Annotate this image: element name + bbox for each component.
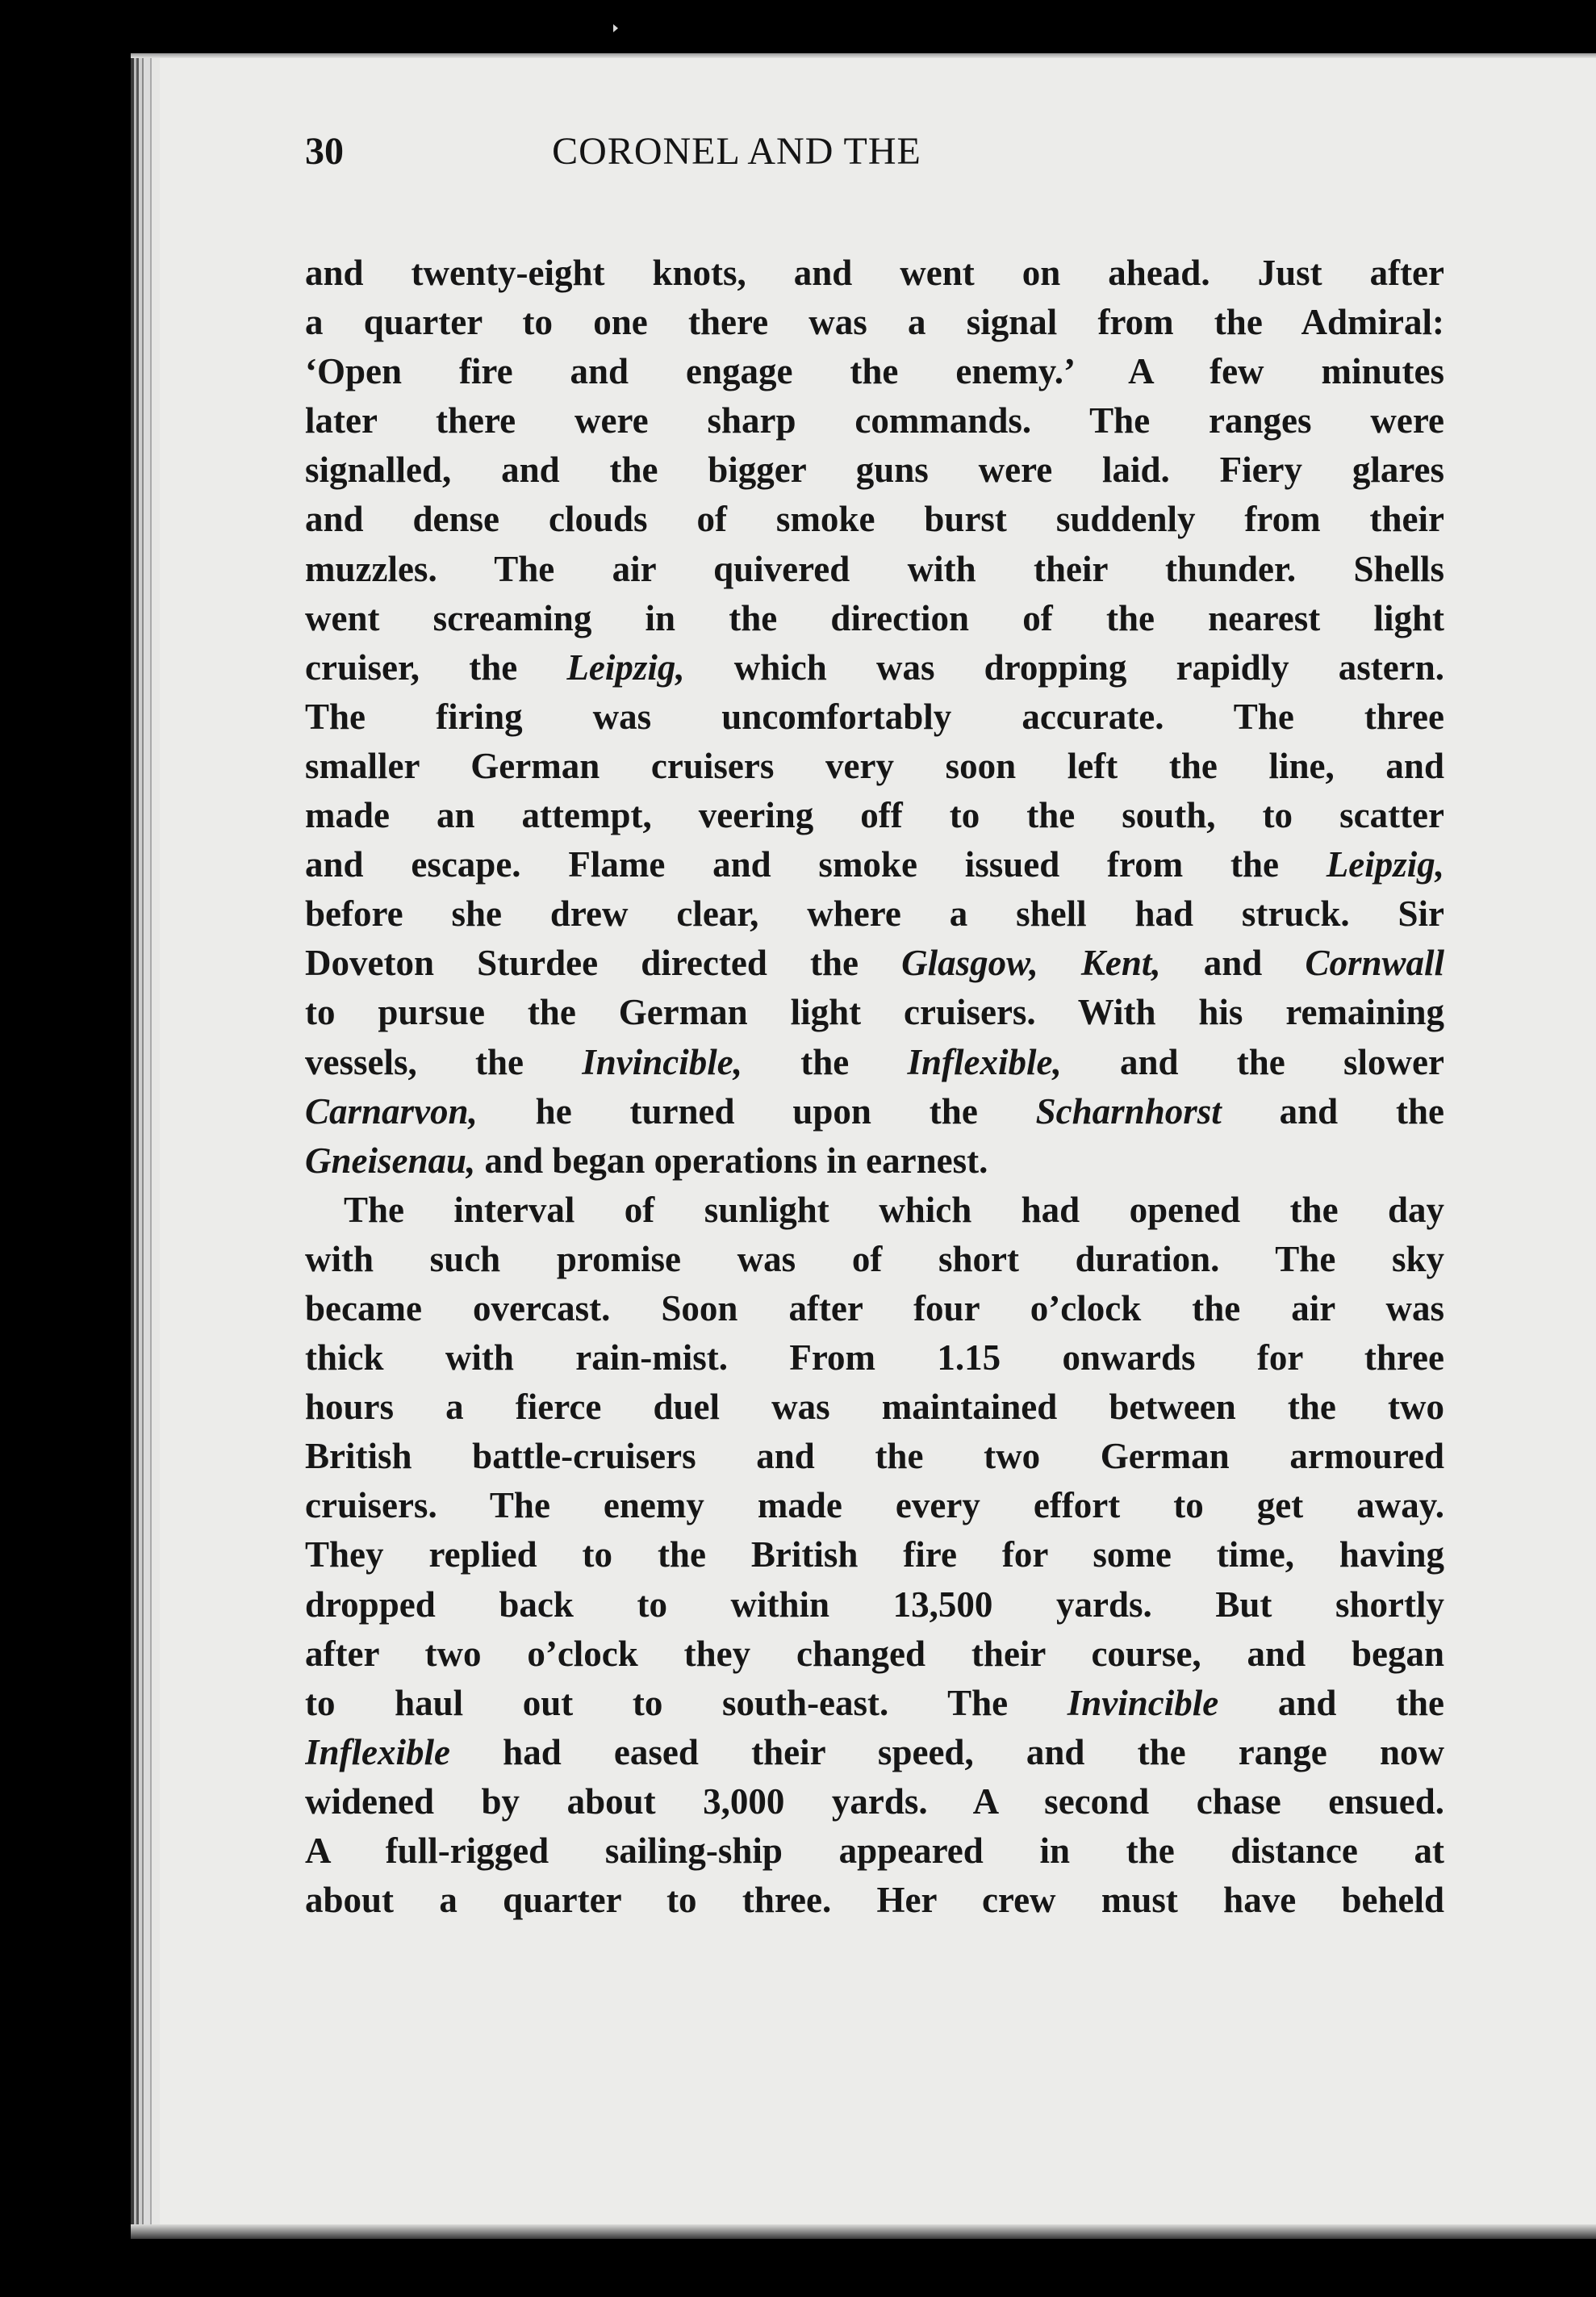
text-line [305, 545, 1444, 594]
text-line [305, 1876, 1444, 1925]
line-text: smaller German cruisers very soon left the line, and [305, 745, 1444, 786]
line-text: muzzles. The air quivered with their thunder. Shells [305, 548, 1444, 589]
text-line [305, 988, 1444, 1037]
line-text: about a quarter to three. Her crew must have beheld [305, 1880, 1444, 1921]
line-text: They replied to the British fire for some time, having [305, 1534, 1444, 1575]
line-text: which was dropping rapidly astern. [684, 646, 1444, 688]
text-line [305, 692, 1444, 742]
line-text: and twenty-eight knots, and went on ahead. Just after [305, 253, 1444, 293]
line-text: and dense clouds of smoke burst suddenly from their [305, 499, 1444, 540]
line-text: vessels, the [305, 1041, 583, 1082]
line-text: later there were sharp commands. The ranges were [305, 400, 1444, 441]
line-text: ‘Open fire and engage the enemy.’ A few minutes [305, 351, 1444, 392]
text-line [305, 1383, 1444, 1432]
line-text: cruiser, the [305, 646, 567, 688]
line-text: widened by about 3,000 yards. A second chase ensued. [305, 1780, 1444, 1822]
text-line [305, 1235, 1444, 1284]
text-line [305, 1333, 1444, 1383]
line-text: A full-rigged sailing-ship appeared in the distance at [305, 1830, 1444, 1871]
text-line [305, 594, 1444, 643]
line-text: and [1160, 943, 1306, 984]
line-text: he turned upon the [477, 1090, 1036, 1132]
line-text: dropped back to within 13,500 yards. But shortly [305, 1584, 1444, 1625]
text-line [305, 1432, 1444, 1481]
text-line [305, 889, 1444, 939]
text-line [305, 1728, 1444, 1777]
text-line [305, 495, 1444, 544]
line-text: thick with rain-mist. From 1.15 onwards for three [305, 1337, 1444, 1379]
scan-arrow-mark [613, 24, 618, 32]
text-line [305, 1679, 1444, 1728]
italic-text: Inflexible [305, 1731, 450, 1772]
text-line [305, 1136, 1444, 1186]
line-text: and the [1218, 1682, 1444, 1723]
text-line [305, 939, 1444, 988]
page-top-edge [131, 53, 1596, 58]
line-text: after two o’clock they changed their course, and began [305, 1633, 1444, 1674]
text-line [305, 347, 1444, 396]
text-line [305, 1826, 1444, 1876]
text-line [305, 742, 1444, 791]
running-head: CORONEL AND THE [552, 130, 921, 173]
line-text: to haul out to south-east. The [305, 1682, 1067, 1723]
text-line [305, 643, 1444, 692]
text-line [305, 396, 1444, 446]
line-text: had eased their speed, and the range now [449, 1731, 1444, 1772]
italic-text: Invincible, [582, 1041, 742, 1082]
body-text [305, 249, 1444, 1925]
page-number: 30 [305, 130, 344, 173]
line-text: The interval of sunlight which had opened the day [344, 1189, 1444, 1230]
line-text: before she drew clear, where a shell had struck. Sir [305, 893, 1444, 935]
italic-text: Invincible [1067, 1682, 1219, 1723]
line-text: and the slower [1061, 1041, 1444, 1082]
line-text: to pursue the German light cruisers. With his remaining [305, 992, 1444, 1033]
italic-text: Leipzig, [566, 646, 685, 688]
italic-text: Leipzig, [1326, 844, 1444, 885]
line-text: The firing was uncomfortably accurate. The three [305, 696, 1444, 737]
line-text: and the [1221, 1090, 1444, 1132]
line-text: a quarter to one there was a signal from the Admiral: [305, 302, 1444, 343]
text-line [305, 1630, 1444, 1679]
italic-text: Inflexible, [907, 1041, 1062, 1082]
line-text: made an attempt, veering off to the south, to scatter [305, 795, 1444, 836]
line-text: the [742, 1041, 908, 1082]
page-header [305, 119, 1168, 184]
text-line [305, 249, 1444, 298]
text-line [305, 1580, 1444, 1630]
line-text: Doveton Sturdee directed the [305, 943, 902, 984]
italic-text: Scharnhorst [1035, 1090, 1222, 1132]
line-text: went screaming in the direction of the nearest light [305, 597, 1444, 638]
line-text: and escape. Flame and smoke issued from the [305, 844, 1327, 885]
text-line [305, 446, 1444, 495]
text-line [305, 791, 1444, 840]
line-text: signalled, and the bigger guns were laid. Fiery glares [305, 450, 1444, 491]
text-line [305, 840, 1444, 889]
line-text: British battle-cruisers and the two German armoured [305, 1436, 1444, 1477]
line-text: and began operations in earnest. [475, 1140, 988, 1181]
italic-text: Cornwall [1305, 943, 1444, 984]
line-text: became overcast. Soon after four o’clock the air was [305, 1287, 1444, 1328]
text-line [305, 1038, 1444, 1087]
text-line [305, 1284, 1444, 1333]
line-text: hours a fierce duel was maintained between the two [305, 1387, 1444, 1428]
text-line [305, 1777, 1444, 1826]
italic-text: Gneisenau, [305, 1140, 476, 1181]
page-spine-edge [131, 53, 160, 2239]
line-text: with such promise was of short duration. The sky [305, 1238, 1444, 1279]
page-bottom-edge [131, 2224, 1596, 2239]
line-text: cruisers. The enemy made every effort to get away. [305, 1485, 1444, 1526]
italic-text: Carnarvon, [305, 1090, 478, 1132]
text-line [305, 1087, 1444, 1136]
text-line [305, 298, 1444, 347]
text-line [305, 1530, 1444, 1579]
italic-text: Glasgow, Kent, [901, 943, 1161, 984]
text-line [305, 1186, 1444, 1235]
text-line [305, 1481, 1444, 1530]
